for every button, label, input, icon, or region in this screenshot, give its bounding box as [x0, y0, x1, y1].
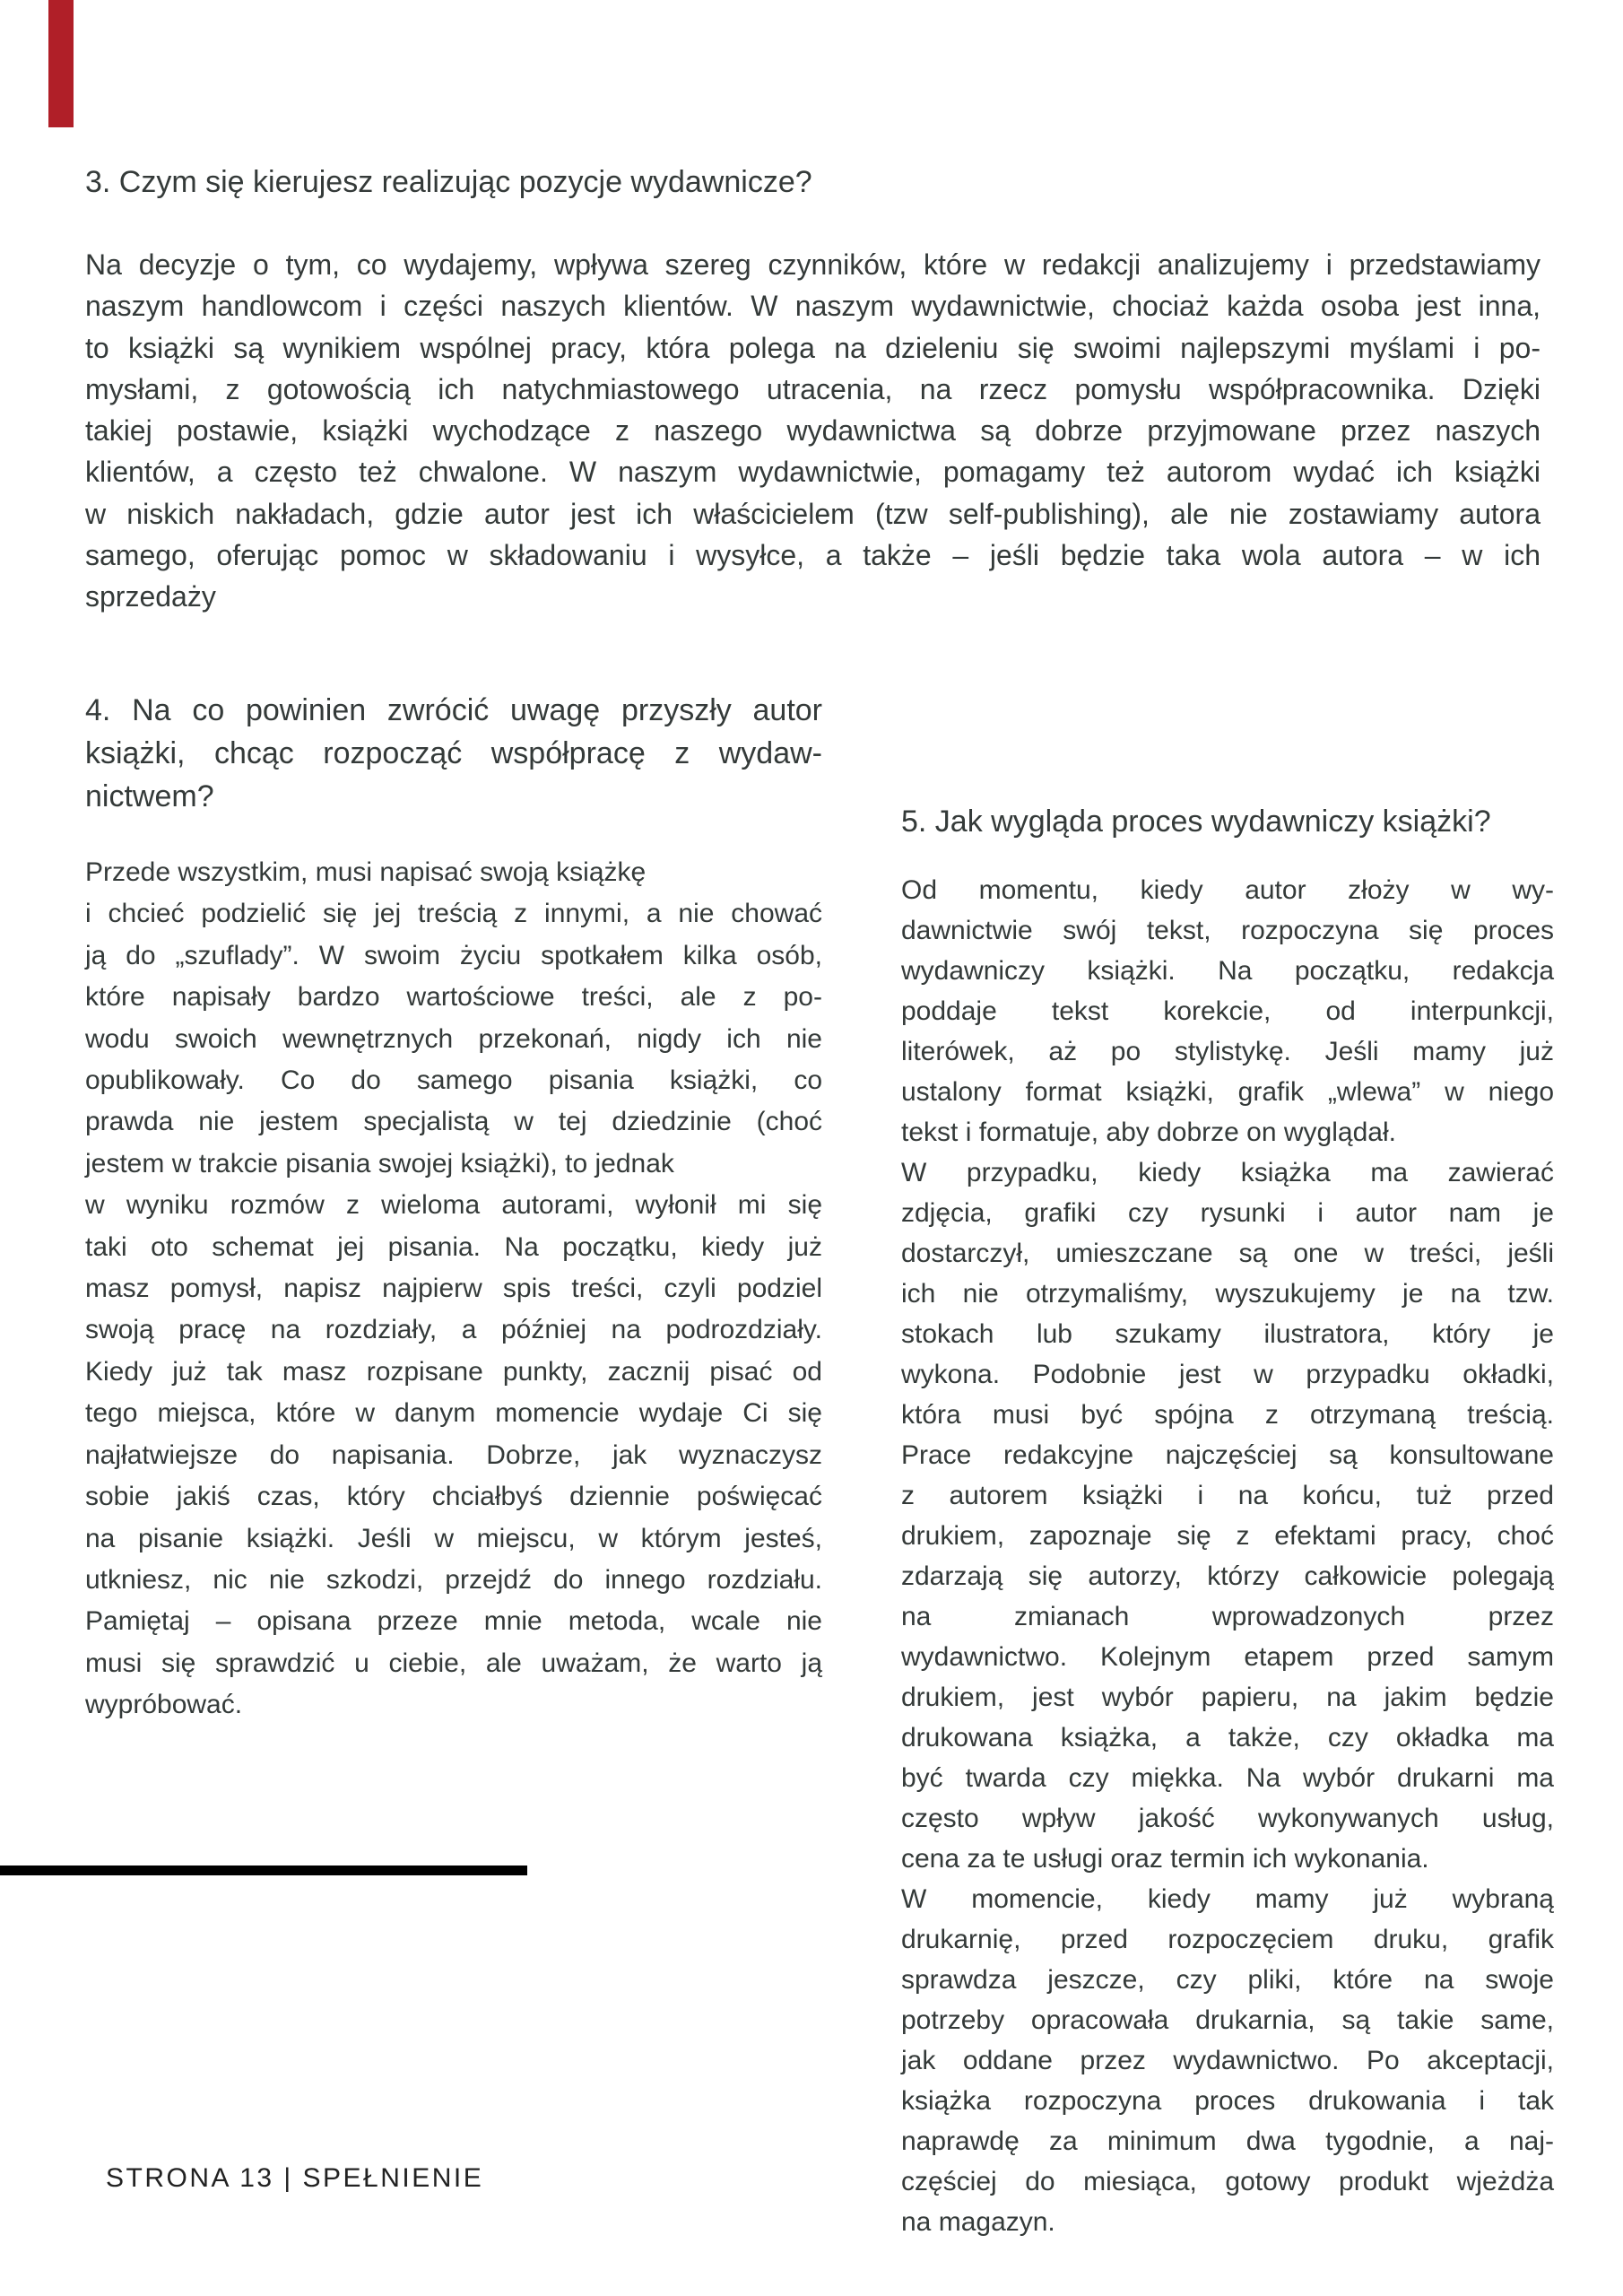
text-line: Prace redakcyjne najczęściej są konsultowane — [901, 1440, 1554, 1470]
question-5-heading: 5. Jak wygląda proces wydawniczy książki? — [901, 804, 1491, 839]
text-line: to książki są wynikiem wspólnej pracy, która polega na dzieleniu się swoimi najlepszymi myślami i po- — [85, 331, 1541, 364]
text-line: dawnictwie swój tekst, rozpoczyna się proces — [901, 916, 1554, 945]
text-line: książka rozpoczyna proces drukowania i tak — [901, 2086, 1554, 2116]
text-line: mysłami, z gotowością ich natychmiastowego utracenia, na rzecz pomysłu współpracownika. Dzięki — [85, 372, 1541, 405]
text-line: sobie jakiś czas, który chciałbyś dziennie poświęcać — [85, 1482, 822, 1512]
answer-4-paragraph — [85, 852, 822, 1726]
text-line: ustalony format książki, grafik „wlewa” w niego — [901, 1077, 1554, 1107]
text-line: najłatwiejsze do napisania. Dobrze, jak wyznaczysz — [85, 1439, 822, 1470]
text-line: poddaje tekst korekcie, od interpunkcji, — [901, 996, 1554, 1026]
text-line: zdjęcia, grafiki czy rysunki i autor nam je — [901, 1198, 1554, 1228]
text-line: drukiem, zapoznaje się z efektami pracy, choć — [901, 1521, 1554, 1551]
text-line: być twarda czy miękka. Na wybór drukarni ma — [901, 1763, 1554, 1793]
text-line: i chcieć podzielić się jej treścią z innymi, a nie chować — [85, 899, 822, 929]
text-line: stokach lub szukamy ilustratora, który je — [901, 1319, 1554, 1349]
text-line: ją do „szuflady”. W swoim życiu spotkałem kilka osób, — [85, 940, 822, 970]
question-4-heading — [85, 689, 822, 818]
text-line: drukarnię, przed rozpoczęciem druku, grafik — [901, 1925, 1554, 1954]
text-line: sprawdza jeszcze, czy pliki, które na swoje — [901, 1965, 1554, 1995]
text-line: takiej postawie, książki wychodzące z naszego wydawnictwa są dobrze przyjmowane przez naszych — [85, 414, 1541, 448]
text-line: musi się sprawdzić u ciebie, ale uważam, że warto ją — [85, 1648, 822, 1678]
text-line: zdarzają się autorzy, którzy całkowicie polegają — [901, 1561, 1554, 1591]
text-line: Na decyzje o tym, co wydajemy, wpływa szereg czynników, które w redakcji analizujemy i przedstawiamy — [85, 248, 1541, 281]
text-line: W momencie, kiedy mamy już wybraną — [901, 1884, 1554, 1914]
text-line: masz pomysł, napisz najpierw spis treści, czyli podziel — [85, 1274, 822, 1304]
text-line: w niskich nakładach, gdzie autor jest ich właścicielem (tzw self-publishing), ale nie zostawiamy autora — [85, 497, 1541, 530]
text-line: naprawdę za minimum dwa tygodnie, a naj- — [901, 2126, 1554, 2156]
text-line: które napisały bardzo wartościowe treści, ale z po- — [85, 982, 822, 1013]
text-line: ich nie otrzymaliśmy, wyszukujemy je na tzw. — [901, 1279, 1554, 1309]
text-line: książki, chcąc rozpocząć współpracę z wydaw- — [85, 736, 822, 770]
text-line: sprzedaży — [85, 580, 216, 613]
text-line: cena za te usługi oraz termin ich wykonania. — [901, 1844, 1429, 1874]
text-line: drukiem, jest wybór papieru, na jakim będzie — [901, 1683, 1554, 1712]
text-line: Przede wszystkim, musi napisać swoją książkę — [85, 857, 647, 887]
text-line: naszym handlowcom i części naszych klientów. W naszym wydawnictwie, chociaż każda osoba jest inna, — [85, 290, 1541, 323]
text-line: często wpływ jakość wykonywanych usług, — [901, 1804, 1554, 1833]
text-line: wykona. Podobnie jest w przypadku okładki, — [901, 1360, 1554, 1389]
text-line: Od momentu, kiedy autor złoży w wy- — [901, 875, 1554, 905]
text-line: jestem w trakcie pisania swojej książki), to jednak — [85, 1148, 674, 1178]
text-line: Pamiętaj – opisana przeze mnie metoda, wcale nie — [85, 1606, 822, 1637]
text-line: taki oto schemat jej pisania. Na początku, kiedy już — [85, 1231, 822, 1262]
text-line: utkniesz, nic nie szkodzi, przejdź do innego rozdziału. — [85, 1564, 822, 1595]
text-line: częściej do miesiąca, gotowy produkt wjeżdża — [901, 2167, 1554, 2196]
text-line: prawda nie jestem specjalistą w tej dziedzinie (choć — [85, 1107, 822, 1137]
answer-5-paragraph — [901, 870, 1554, 2242]
text-line: opublikowały. Co do samego pisania książki, co — [85, 1065, 822, 1096]
text-line: wydawnictwo. Kolejnym etapem przed samym — [901, 1642, 1554, 1672]
text-line: wydawniczy książki. Na początku, redakcja — [901, 956, 1554, 986]
text-line: na zmianach wprowadzonych przez — [901, 1602, 1554, 1631]
text-line: Kiedy już tak masz rozpisane punkty, zacznij pisać od — [85, 1356, 822, 1387]
text-line: wodu swoich wewnętrznych przekonań, nigdy ich nie — [85, 1023, 822, 1054]
page-footer: STRONA 13 | SPEŁNIENIE — [106, 2163, 484, 2193]
text-line: dostarczył, umieszczane są one w treści, jeśli — [901, 1239, 1554, 1268]
text-line: literówek, aż po stylistykę. Jeśli mamy już — [901, 1037, 1554, 1066]
text-line: na magazyn. — [901, 2207, 1055, 2237]
intro-paragraph — [85, 244, 1541, 618]
text-line: nictwem? — [85, 779, 214, 813]
question-3-heading: 3. Czym się kierujesz realizując pozycje wydawnicze? — [85, 165, 812, 199]
text-line: z autorem książki i na końcu, tuż przed — [901, 1481, 1554, 1510]
text-line: drukowana książka, a także, czy okładka ma — [901, 1723, 1554, 1752]
text-line: swoją pracę na rozdziały, a później na podrozdziały. — [85, 1315, 822, 1345]
text-line: na pisanie książki. Jeśli w miejscu, w którym jesteś, — [85, 1523, 822, 1553]
text-line: klientów, a często też chwalone. W naszym wydawnictwie, pomagamy też autorom wydać ich książki — [85, 456, 1541, 489]
text-line: która musi być spójna z otrzymaną treścią. — [901, 1400, 1554, 1430]
text-line: jak oddane przez wydawnictwo. Po akceptacji, — [901, 2046, 1554, 2075]
text-line: 4. Na co powinien zwrócić uwagę przyszły autor — [85, 693, 822, 727]
text-line: W przypadku, kiedy książka ma zawierać — [901, 1158, 1554, 1187]
red-accent-bar — [48, 0, 74, 127]
text-line: tekst i formatuje, aby dobrze on wyglądał. — [901, 1118, 1396, 1147]
text-line: samego, oferując pomoc w składowaniu i wysyłce, a także – jeśli będzie taka wola autora – w ich — [85, 539, 1541, 572]
text-line: potrzeby opracowała drukarnia, są takie same, — [901, 2005, 1554, 2035]
text-line: w wyniku rozmów z wieloma autorami, wyłonił mi się — [85, 1190, 822, 1221]
text-line: wypróbować. — [85, 1690, 243, 1720]
black-divider-bar — [0, 1866, 527, 1875]
text-line: tego miejsca, które w danym momencie wydaje Ci się — [85, 1398, 822, 1429]
